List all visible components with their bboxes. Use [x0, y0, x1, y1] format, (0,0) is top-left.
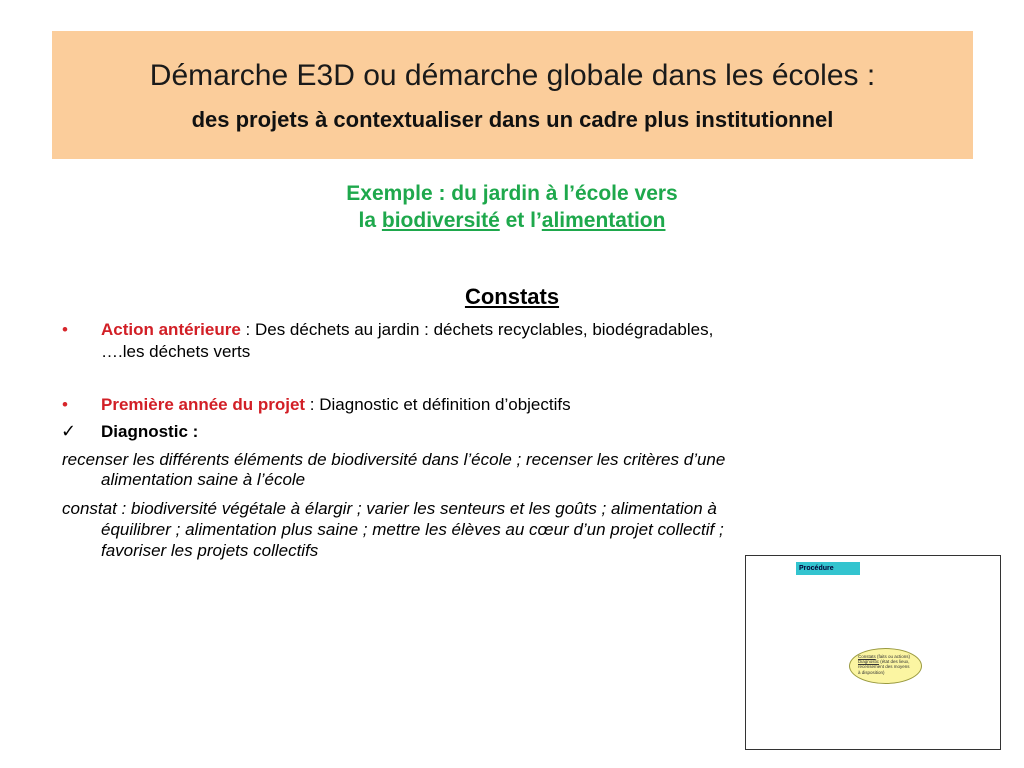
alimentation-link: alimentation	[541, 209, 666, 232]
check-item-diagnostic: Diagnostic :	[101, 422, 199, 441]
slide-subtitle: des projets à contextualiser dans un cadre plus institutionnel	[191, 107, 834, 132]
example-middle: et l’	[499, 209, 542, 232]
ellipse-diagnostic-line	[858, 659, 913, 675]
bullet-item-first-year	[101, 395, 1001, 414]
slide-title: Démarche E3D ou démarche globale dans les écoles :	[149, 59, 876, 92]
bullet-icon: •	[62, 320, 68, 339]
ellipse-constats-note: (faits ou actions)	[875, 654, 911, 659]
example-heading	[0, 180, 1024, 234]
bullet-icon: •	[62, 395, 68, 414]
bullet-label-first-year: Première année du projet	[101, 395, 306, 414]
ellipse-diagnostic-label: Diagnostic	[858, 659, 880, 665]
biodiversity-link: biodiversité	[381, 209, 500, 232]
check-icon: ✓	[61, 421, 77, 441]
paragraph-recenser-line2: alimentation saine à l’école	[101, 470, 306, 489]
paragraph-constat-line2: équilibrer ; alimentation plus saine ; mettre les élèves au cœur d’un projet collectif ;	[101, 520, 724, 539]
constats-diagnostic-ellipse	[849, 648, 922, 684]
bullet-text-action-line2: ….les déchets verts	[101, 342, 251, 361]
example-line-1: Exemple : du jardin à l’école vers	[346, 182, 678, 205]
example-prefix: la	[358, 209, 382, 232]
section-title: Constats	[464, 284, 560, 309]
procedure-diagram	[745, 555, 1001, 750]
bullet-item-action	[101, 320, 1001, 339]
paragraph-constat-line1: constat : biodiversité végétale à élargir ; varier les senteurs et les goûts ; alimentation à	[62, 499, 717, 518]
title-banner	[52, 31, 973, 159]
procedure-label: Procédure	[796, 562, 860, 575]
bullet-text-first-year: : Diagnostic et définition d’objectifs	[305, 395, 571, 414]
bullet-text-action: : Des déchets au jardin : déchets recyclables, biodégradables,	[240, 320, 714, 339]
ellipse-diagnostic-note: (état des lieux, recensement des moyens à disposition)	[858, 659, 910, 675]
example-line-2	[0, 207, 1024, 234]
ellipse-constats-label: Constats	[858, 654, 876, 659]
paragraph-recenser-line1: recenser les différents éléments de biodiversité dans l’école ; recenser les critères d’une	[62, 450, 726, 469]
paragraph-constat-line3: favoriser les projets collectifs	[101, 541, 319, 560]
bullet-label-action: Action antérieure	[101, 320, 241, 339]
